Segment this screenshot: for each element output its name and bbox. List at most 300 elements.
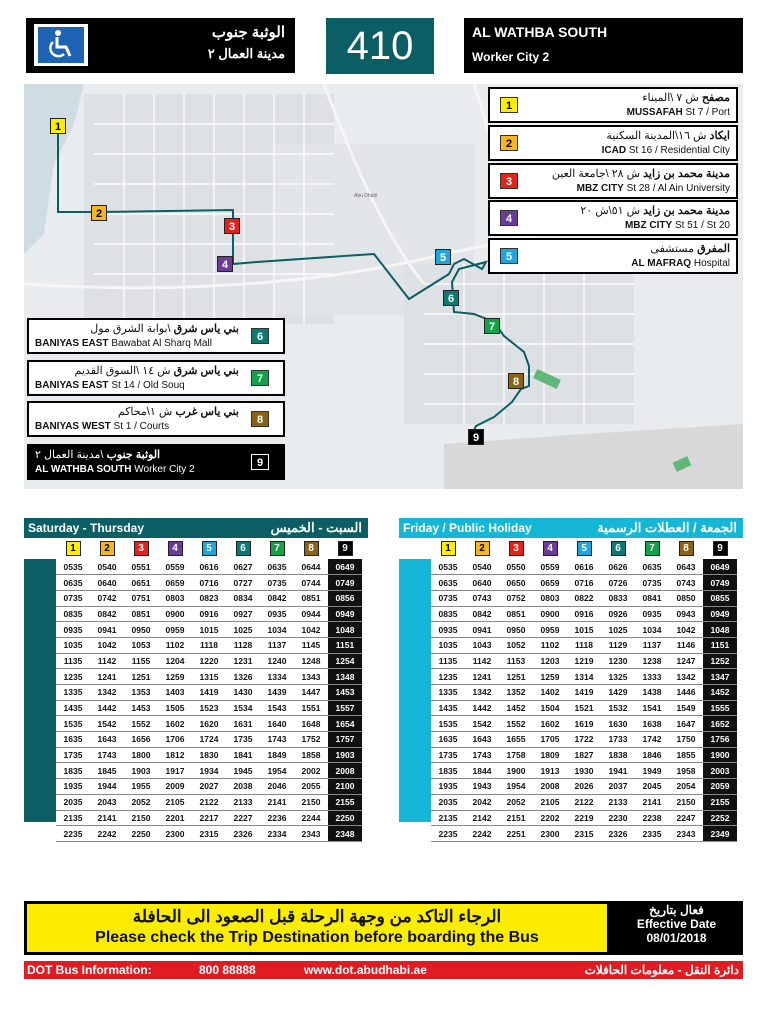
departure-time: 2150: [294, 794, 328, 810]
timetable-row: [431, 763, 737, 779]
departure-time: 0834: [226, 590, 260, 606]
footer-website-link[interactable]: www.dot.abudhabi.ae: [304, 963, 427, 977]
departure-time: 0935: [635, 606, 669, 622]
stop-name-en: MBZ CITY: [624, 220, 673, 231]
stop-name-ar: ايكاد: [709, 130, 730, 142]
departure-time: 2141: [635, 794, 669, 810]
departure-time: 1259: [158, 669, 192, 685]
departure-time: 1015: [192, 622, 226, 638]
stop-name-en: MUSSAFAH: [626, 107, 683, 118]
departure-time: 1315: [192, 669, 226, 685]
stop-legend-1: [488, 87, 738, 123]
departure-time: 0635: [635, 559, 669, 575]
departure-time: 0943: [669, 606, 703, 622]
departure-time: 2141: [90, 810, 124, 826]
departure-time: 1858: [294, 747, 328, 763]
departure-time: 1722: [567, 732, 601, 748]
departure-time: 0855: [703, 590, 737, 606]
departure-time: 0635: [56, 575, 90, 591]
timetable-title-en: Friday / Public Holiday: [403, 521, 532, 535]
timetable-row: [56, 763, 362, 779]
stop-header-5: 5: [202, 541, 217, 556]
stop-header-8: 8: [304, 541, 319, 556]
departure-time: 0822: [567, 590, 601, 606]
timetable-row: [56, 826, 362, 842]
stop-detail-en: Worker City 2: [134, 464, 195, 475]
departure-time: 2151: [499, 810, 533, 826]
footer-phone[interactable]: 800 88888: [199, 963, 256, 977]
departure-time: 2343: [294, 826, 328, 842]
departure-time: 1706: [158, 732, 192, 748]
departure-time: 1917: [158, 763, 192, 779]
stop-detail-en: Bawabat Al Sharq Mall: [111, 338, 212, 349]
map-stop-marker-1[interactable]: 1: [50, 118, 66, 134]
departure-time: 2141: [260, 794, 294, 810]
departure-time: 1137: [260, 637, 294, 653]
departure-time: 1935: [431, 779, 465, 795]
stop-name-en: MBZ CITY: [576, 183, 624, 194]
stop-detail-en: St 51 / St 20: [674, 220, 730, 231]
timetable-row: [56, 810, 362, 826]
stop-legend-number: 1: [500, 97, 518, 113]
timetable-grid: [431, 559, 737, 842]
departure-time: 1735: [226, 732, 260, 748]
stop-name-ar: بني ياس شرق: [173, 365, 239, 377]
departure-time: 0959: [158, 622, 192, 638]
stop-name-en: AL WATHBA SOUTH: [35, 464, 132, 475]
departure-time: 1900: [499, 763, 533, 779]
footer-department-ar: دائرة النقل - معلومات الحافلات: [584, 963, 739, 977]
departure-time: 1435: [56, 700, 90, 716]
departure-time: 2343: [669, 826, 703, 842]
departure-time: 0651: [124, 575, 158, 591]
departure-time: 0635: [260, 559, 294, 575]
departure-time: 1643: [465, 732, 499, 748]
map-stop-marker-6[interactable]: 6: [443, 290, 459, 306]
departure-time: 0950: [124, 622, 158, 638]
departure-time: 2135: [56, 810, 90, 826]
stop-detail-ar: مستشفى: [650, 243, 694, 255]
timetable-weekday-title: [24, 518, 368, 538]
departure-time: 1438: [635, 685, 669, 701]
departure-time: 1153: [499, 653, 533, 669]
departure-time: 1648: [294, 716, 328, 732]
departure-time: 1504: [533, 700, 567, 716]
departure-time: 0659: [533, 575, 567, 591]
stop-detail-ar: ش ١٦\المدينة السكنية: [606, 130, 707, 142]
stop-detail-ar: ش ٧ \الميناء: [642, 92, 699, 104]
departure-time: 0856: [328, 590, 362, 606]
departure-time: 1235: [431, 669, 465, 685]
departure-time: 2348: [328, 826, 362, 842]
departure-time: 1835: [56, 763, 90, 779]
departure-time: 1137: [635, 637, 669, 653]
stop-legend-number: 8: [251, 411, 269, 427]
departure-time: 1743: [90, 747, 124, 763]
stop-detail-en: St 1 / Courts: [113, 421, 170, 432]
map-stop-marker-3[interactable]: 3: [224, 218, 240, 234]
departure-time: 2150: [669, 794, 703, 810]
departure-time: 1631: [226, 716, 260, 732]
departure-time: 0935: [56, 622, 90, 638]
departure-time: 2038: [226, 779, 260, 795]
departure-time: 1543: [260, 700, 294, 716]
effective-date-block: [610, 901, 743, 955]
departure-time: 1231: [226, 653, 260, 669]
departure-time: 1342: [465, 685, 499, 701]
departure-time: 1619: [567, 716, 601, 732]
departure-time: 1549: [669, 700, 703, 716]
stop-name-ar: بني ياس شرق: [173, 323, 239, 335]
departure-time: 1943: [465, 779, 499, 795]
departure-time: 0735: [635, 575, 669, 591]
departure-time: 2026: [567, 779, 601, 795]
departure-time: 1930: [567, 763, 601, 779]
departure-time: 1735: [56, 747, 90, 763]
departure-time: 0941: [465, 622, 499, 638]
departure-time: 0900: [533, 606, 567, 622]
map-stop-marker-4[interactable]: 4: [217, 256, 233, 272]
stop-legend-number: 5: [500, 248, 518, 264]
departure-time: 1654: [328, 716, 362, 732]
stop-detail-ar: ش ٢٨ \جامعة العين: [551, 168, 641, 180]
departure-time: 0835: [431, 606, 465, 622]
departure-time: 0616: [192, 559, 226, 575]
departure-time: 2009: [158, 779, 192, 795]
timetable-row: [56, 716, 362, 732]
departure-time: 0851: [499, 606, 533, 622]
stop-header-1: 1: [66, 541, 81, 556]
destination-title-en: AL WATHBA SOUTH: [472, 24, 608, 40]
stop-legend-7: [27, 360, 285, 396]
departure-time: 1334: [260, 669, 294, 685]
departure-time: 1523: [192, 700, 226, 716]
departure-time: 1326: [226, 669, 260, 685]
departure-time: 1542: [465, 716, 499, 732]
departure-time: 0644: [294, 559, 328, 575]
stop-name-en: BANIYAS EAST: [35, 338, 109, 349]
stop-legend-3: [488, 163, 738, 199]
departure-time: 1251: [124, 669, 158, 685]
departure-time: 1135: [56, 653, 90, 669]
timetable-row: [431, 622, 737, 638]
departure-time: 0835: [56, 606, 90, 622]
departure-time: 2027: [192, 779, 226, 795]
departure-time: 1521: [567, 700, 601, 716]
departure-time: 1146: [669, 637, 703, 653]
departure-time: 2250: [124, 826, 158, 842]
footer-bar: [24, 961, 743, 979]
departure-time: 1333: [635, 669, 669, 685]
stop-legend-number: 3: [500, 173, 518, 189]
departure-time: 1555: [703, 700, 737, 716]
departure-time: 1705: [533, 732, 567, 748]
stop-header-3: 3: [134, 541, 149, 556]
map-stop-marker-5[interactable]: 5: [435, 249, 451, 265]
departure-time: 2105: [533, 794, 567, 810]
stop-detail-ar: ش ١\محاكم: [117, 406, 173, 418]
departure-time: 1724: [192, 732, 226, 748]
stop-legend-number: 9: [251, 454, 269, 470]
departure-time: 2155: [703, 794, 737, 810]
departure-time: 1442: [90, 700, 124, 716]
departure-time: 0842: [260, 590, 294, 606]
departure-time: 1827: [567, 747, 601, 763]
departure-time: 2052: [499, 794, 533, 810]
timetable-row: [56, 637, 362, 653]
departure-time: 1812: [158, 747, 192, 763]
departure-time: 2150: [124, 810, 158, 826]
departure-time: 1735: [431, 747, 465, 763]
departure-time: 1534: [226, 700, 260, 716]
departure-time: 1655: [499, 732, 533, 748]
departure-time: 0949: [703, 606, 737, 622]
departure-time: 1204: [158, 653, 192, 669]
departure-time: 2035: [56, 794, 90, 810]
departure-time: 0833: [601, 590, 635, 606]
timetable-row: [56, 653, 362, 669]
departure-time: 2251: [499, 826, 533, 842]
departure-time: 1335: [56, 685, 90, 701]
departure-time: 0803: [533, 590, 567, 606]
departure-time: 1638: [635, 716, 669, 732]
departure-time: 2054: [669, 779, 703, 795]
timetable-row: [56, 575, 362, 591]
departure-time: 0640: [465, 575, 499, 591]
header-arabic-destination: [26, 18, 295, 73]
departure-time: 1419: [192, 685, 226, 701]
departure-time: 1419: [567, 685, 601, 701]
departure-time: 0950: [499, 622, 533, 638]
departure-time: 1343: [294, 669, 328, 685]
departure-time: 0752: [499, 590, 533, 606]
departure-time: 2334: [260, 826, 294, 842]
departure-time: 1347: [703, 669, 737, 685]
departure-time: 1849: [260, 747, 294, 763]
stop-name-ar: بني ياس غرب: [175, 406, 239, 418]
departure-time: 1551: [294, 700, 328, 716]
timetable-row: [431, 575, 737, 591]
departure-time: 0716: [192, 575, 226, 591]
map-stop-marker-7[interactable]: 7: [484, 318, 500, 334]
departure-time: 1442: [465, 700, 499, 716]
departure-time: 1643: [90, 732, 124, 748]
stop-legend-number: 2: [500, 135, 518, 151]
timetable-row: [56, 559, 362, 575]
stop-header-9: 9: [338, 541, 353, 556]
departure-time: 2008: [533, 779, 567, 795]
departure-time: 2235: [431, 826, 465, 842]
timetable-row: [431, 559, 737, 575]
stop-legend-number: 6: [251, 328, 269, 344]
timetable-row: [56, 590, 362, 606]
wheelchair-icon: [34, 24, 88, 66]
departure-time: 1955: [124, 779, 158, 795]
departure-time: 0749: [328, 575, 362, 591]
departure-time: 1219: [567, 653, 601, 669]
departure-time: 1238: [635, 653, 669, 669]
destination-subtitle-ar: مدينة العمال ٢: [207, 46, 285, 61]
departure-time: 1025: [601, 622, 635, 638]
departure-time: 2133: [226, 794, 260, 810]
route-number: 410: [326, 18, 434, 74]
notice-text-ar: الرجاء التاكد من وجهة الرحلة قبل الصعود الى الحافلة: [132, 907, 502, 926]
departure-time: 1845: [90, 763, 124, 779]
departure-time: 1102: [158, 637, 192, 653]
departure-time: 0842: [465, 606, 499, 622]
departure-time: 1532: [601, 700, 635, 716]
timetable-friday: [399, 518, 743, 842]
departure-time: 1635: [56, 732, 90, 748]
stop-detail-en: St 7 / Port: [685, 107, 730, 118]
departure-time: 2046: [260, 779, 294, 795]
departure-time: 0959: [533, 622, 567, 638]
departure-time: 1903: [124, 763, 158, 779]
departure-time: 1945: [226, 763, 260, 779]
timetable-row: [431, 685, 737, 701]
departure-time: 0749: [703, 575, 737, 591]
departure-time: 1142: [465, 653, 499, 669]
departure-time: 1241: [90, 669, 124, 685]
departure-time: 1752: [294, 732, 328, 748]
departure-time: 1220: [192, 653, 226, 669]
stop-header-2: 2: [475, 541, 490, 556]
departure-time: 1640: [260, 716, 294, 732]
departure-time: 1800: [124, 747, 158, 763]
effective-date: 08/01/2018: [646, 931, 707, 945]
timetable-title-ar: الجمعة / العطلات الرسمية: [597, 520, 737, 535]
departure-time: 1954: [260, 763, 294, 779]
departure-time: 0650: [499, 575, 533, 591]
departure-time: 0944: [294, 606, 328, 622]
destination-subtitle-en: Worker City 2: [472, 50, 550, 64]
stop-name-ar: مصفح: [701, 92, 730, 104]
departure-time: 0900: [158, 606, 192, 622]
departure-time: 1903: [328, 747, 362, 763]
departure-time: 1048: [703, 622, 737, 638]
departure-time: 0649: [328, 559, 362, 575]
departure-time: 2052: [124, 794, 158, 810]
departure-time: 2326: [226, 826, 260, 842]
departure-time: 2008: [328, 763, 362, 779]
departure-time: 1505: [158, 700, 192, 716]
departure-time: 1145: [294, 637, 328, 653]
departure-time: 1034: [635, 622, 669, 638]
departure-time: 2235: [56, 826, 90, 842]
departure-time: 1435: [431, 700, 465, 716]
departure-time: 1958: [669, 763, 703, 779]
departure-time: 1652: [703, 716, 737, 732]
departure-time: 1835: [431, 763, 465, 779]
departure-time: 1043: [465, 637, 499, 653]
departure-time: 2335: [635, 826, 669, 842]
departure-time: 1314: [567, 669, 601, 685]
timetable-row: [56, 747, 362, 763]
effective-label: Effective Date: [636, 917, 717, 931]
departure-time: 1142: [90, 653, 124, 669]
timetable-row: [431, 716, 737, 732]
departure-time: 1325: [601, 669, 635, 685]
departure-time: 1602: [533, 716, 567, 732]
stop-header-5: 5: [577, 541, 592, 556]
timetable-sidebar: [24, 559, 56, 822]
departure-time: 2315: [192, 826, 226, 842]
timetable-row: [431, 810, 737, 826]
departure-time: 1102: [533, 637, 567, 653]
departure-time: 0743: [669, 575, 703, 591]
timetable-title-ar: السبت - الخميس: [270, 520, 362, 535]
departure-time: 1053: [124, 637, 158, 653]
departure-time: 1135: [431, 653, 465, 669]
stop-legend-9: [27, 444, 285, 480]
timetable-row: [431, 826, 737, 842]
departure-time: 1452: [703, 685, 737, 701]
departure-time: 1048: [328, 622, 362, 638]
timetable-row: [431, 700, 737, 716]
map-stop-marker-2[interactable]: 2: [91, 205, 107, 221]
timetable-row: [431, 606, 737, 622]
departure-time: 1935: [56, 779, 90, 795]
map-stop-marker-8[interactable]: 8: [508, 373, 524, 389]
departure-time: 1247: [669, 653, 703, 669]
departure-time: 2155: [328, 794, 362, 810]
departure-time: 1656: [124, 732, 158, 748]
departure-time: 0616: [567, 559, 601, 575]
departure-time: 1042: [669, 622, 703, 638]
departure-time: 1240: [260, 653, 294, 669]
stop-header-4: 4: [168, 541, 183, 556]
departure-time: 2201: [158, 810, 192, 826]
departure-time: 1447: [294, 685, 328, 701]
stop-header-3: 3: [509, 541, 524, 556]
departure-time: 1934: [192, 763, 226, 779]
departure-time: 0751: [124, 590, 158, 606]
departure-time: 0626: [601, 559, 635, 575]
departure-time: 2242: [90, 826, 124, 842]
departure-time: 0735: [56, 590, 90, 606]
departure-time: 1402: [533, 685, 567, 701]
departure-time: 1552: [499, 716, 533, 732]
stop-legend-number: 7: [251, 370, 269, 386]
departure-time: 0851: [124, 606, 158, 622]
timetable-row: [56, 732, 362, 748]
departure-time: 0727: [226, 575, 260, 591]
departure-time: 0927: [226, 606, 260, 622]
stop-name-ar: الوثبة جنوب: [106, 449, 161, 461]
stop-name-en: AL MAFRAQ: [631, 258, 692, 269]
departure-time: 1430: [226, 685, 260, 701]
departure-time: 0935: [260, 606, 294, 622]
stop-detail-en: St 16 / Residential City: [628, 145, 730, 156]
effective-label-ar: فعال بتاريخ: [649, 903, 704, 917]
departure-time: 2227: [226, 810, 260, 826]
timetable-title-en: Saturday - Thursday: [28, 521, 145, 535]
header-english-destination: [464, 18, 743, 73]
departure-time: 1535: [56, 716, 90, 732]
departure-time: 0643: [669, 559, 703, 575]
map-stop-marker-9[interactable]: 9: [468, 429, 484, 445]
stop-name-ar: المفرق: [697, 243, 730, 255]
departure-time: 1042: [294, 622, 328, 638]
destination-title-ar: الوثبة جنوب: [211, 24, 285, 41]
stop-legend-number: 4: [500, 210, 518, 226]
departure-time: 2300: [533, 826, 567, 842]
departure-time: 1552: [124, 716, 158, 732]
departure-time: 2247: [669, 810, 703, 826]
departure-time: 1235: [56, 669, 90, 685]
departure-time: 2349: [703, 826, 737, 842]
departure-time: 1335: [431, 685, 465, 701]
